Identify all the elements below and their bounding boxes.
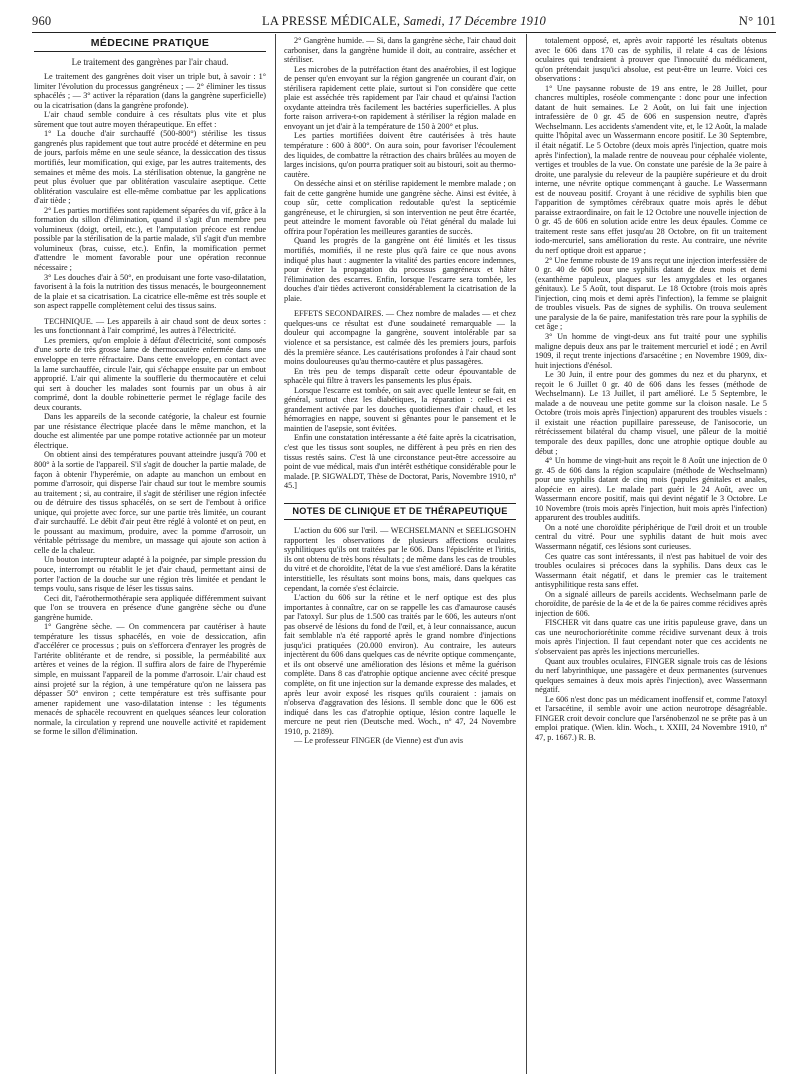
paragraph: En très peu de temps disparaît cette odeur épouvantable de sphacèle qui filtre à travers les pansements les plus épais.: [284, 366, 516, 386]
header-rule: [32, 32, 776, 33]
paragraph: 1° Gangrène sèche. — On commencera par cautériser à haute température les tissus sphacélés, en voie de dessiccation, afin d'accélérer ce processus ; puis on s'efforcera d'enrayer les progrès de l'artérite oblitérante et de rendre, si possible, la perméabilité aux artères et veines de la région. Il suffira alors de faire de l'hyperémie simple, en muissant l'appareil de la pomme d'arrosoir. L'air chaud est ainsi projeté sur la région, à une température qu'on ne laissera pas dépasser 50° environ ; cette température est très suffisante pour amener rapidement une vaso-dilatation intense : les téguments menacés de sphacèle recouvrent en quelques séances leur coloration normale, la circulation y reprend une nouvelle activité et rapidement se forme le sillon d'élimination.: [34, 622, 266, 737]
paragraph: Les microbes de la putréfaction étant des anaérobies, il est logique de penser qu'en envoyant sur la région gangrenée un courant d'air, on stérilisera rapidement cette plaie, surtout si l'on considère que cette plaie est asséchée très rapidement par l'air chaud et qu'ainsi l'action oxydante atteindra très facilement les bactéries superficielles. A plus forte raison arrivera-t-on rapidement à stériliser la région malade en envoyant un jet d'air à la température de 150 à 200° et plus.: [284, 64, 516, 131]
page-header: [32, 14, 776, 30]
paragraph: 1° Une paysanne robuste de 19 ans entre, le 28 Juillet, pour chancres multiples, roséole commençante : donc pour une infection datant de huit semaines. Le 2 Août, on lui fait une injection intrafessière de 0 gr. 45 de 606 en suspension neutre, d'après Wechselmann. Les accidents s'amendent vite, et, le 12 Août, la malade quitte l'hôpital avec un Wassermann encore positif. Le 30 Septembre, il était négatif. Le 5 Octobre (deux mois après l'injection, quatre mois après l'infection), la malade rentre de nouveau pour céphalée violente, vertiges et troubles de la vue. On constate une parésie de la 3e paire à droite, une paralysie du releveur de la paupière supérieure et du droit interne, une névrite optique commençant à gauche. Le Wassermann est de nouveau positif. Croyant à une récidive de syphilis bien que l'apparition de symptômes cérébraux quatre mois après le début paraisse extraordinaire, on fait le 12 Octobre une nouvelle injection de 0 gr. 45 de 606 en solution acide entre les deux épaules. Comme ce traitement reste sans effet jusqu'au 28 Octobre, on fit un traitement iodo-mercuriel, sans amélioration du reste. Au contraire, une névrite du nerf optique droit est apparue ;: [535, 83, 767, 256]
paragraph: Quand les progrès de la gangrène ont été limités et les tissus mortifiés, momifiés, il ne reste plus qu'à faire ce que nous avons indiqué plus haut : augmenter la vitalité des parties encore indemnes, pour éviter la propagation du processus gangréneux et hâter l'élimination des escarres. Enfin, lorsque l'escarre sera tombée, les douches d'air tièdes activeront considérablement la cicatrisation de la plaie.: [284, 236, 516, 303]
section-title-medecine-pratique: MÉDECINE PRATIQUE: [90, 37, 210, 49]
paragraph: Un bouton interrupteur adapté à la poignée, par simple pression du pouce, interrompt ou rétablit le jet d'air chaud, permettant ainsi de porter l'action de la douche sur une région très limitée et pendant le temps voulu, sans risque de léser les tissus sains.: [34, 555, 266, 594]
paragraph: Ces quatre cas sont intéressants, il n'est pas habituel de voir des troubles oculaires si précoces dans la syphilis. Dans deux cas le Wassermann était négatif, et dans le premier cas le traitement antisyphilitique resta sans effet.: [535, 551, 767, 590]
paragraph: On a signalé ailleurs de pareils accidents. Wechselmann parle de choroïdite, de parésie de la 4e et de la 6e paires comme récidives après injection de 606.: [535, 589, 767, 618]
paragraph: Le traitement des gangrènes doit viser un triple but, à savoir : 1° limiter l'évolution du processus gangréneux ; — 2° éliminer les tissus sphacélés ; — 3° activer la réparation (dans la gangrène superficielle) ou la cicatrisation (dans la gangrène profonde).: [34, 72, 266, 110]
issue-date: Samedi, 17 Décembre 1910: [403, 14, 546, 28]
journal-heading: [32, 14, 776, 29]
paragraph: 3° Les douches d'air à 50°, en produisant une forte vaso-dilatation, favorisent à la fois la nutrition des tissus menacés, le bourgeonnement de la plaie et sa cicatrisation. La cicatrice elle-même est très souple et son aspect rappelle complètement celui des tissus sains.: [34, 272, 266, 311]
paragraph: totalement opposé, et, après avoir rapporté les résultats obtenus avec le 606 dans 170 cas de syphilis, il relate 4 cas de lésions oculaires qui tendraient à prouver que l'innocuité du médicament, qu'on prétendait jusqu'ici absolue, est peut-être un leurre. Voici ces observations :: [535, 36, 767, 84]
section-title-notes-de-clinique: NOTES DE CLINIQUE ET DE THÉRAPEUTIQUE: [284, 503, 516, 521]
paragraph: On desséche ainsi et on stérilise rapidement le membre malade ; on fait de cette gangrène humide une gangrène sèche. Ainsi est évitée, à coup sûr, cette complication redoutable qu'est la septicémie gangréneuse, et le chirurgien, si son intervention ne peut être écartée, peut atteindre le moment favorable où l'état général du malade lui offrira pour l'opération les meilleures garanties de succès.: [284, 179, 516, 236]
paragraph: L'air chaud semble conduire à ces résultats plus vite et plus sûrement que tout autre moyen thérapeutique. En effet :: [34, 110, 266, 129]
paragraph: 4° Un homme de vingt-huit ans reçoit le 8 Août une injection de 0 gr. 45 de 606 dans la région scapulaire (méthode de Wechselmann) pour une syphilis datant de cinq mois (papules génitales et anales, alopécie en aires). Le malade part guéri le 24 Août, avec un Wassermann encore positif, mais qui devint négatif le 3 Octobre. Le 10 Novembre (trois mois après l'injection, huit mois après l'infection) apparurent des troubles auditifs.: [535, 456, 767, 523]
paragraph: Lorsque l'escarre est tombée, on sait avec quelle lenteur se fait, en général, surtout chez les diabétiques, la réparation : celle-ci est grandement activée par les douches quotidiennes d'air chaud, et les hémorragies en nappe, souvent si gênantes pour le pansement et le maintien de l'asepsie, sont évitées.: [284, 385, 516, 433]
paragraph: 1° La douche d'air surchauffé (500-800°) stérilise les tissus gangrenés plus rapidement que tout autre procédé et détermine en peu de jours, parfois même en une seule séance, la dessiccation des tissus mortifiés, leur momification, qui exige, par les autres traitements, des semaines et même des mois. La stérilisation obtenue, la gangrène ne peut plus évoluer que par oblitération vasculaire aseptique. Cette oblitération vasculaire est elle-même combattue par les applications d'air tiède ;: [34, 129, 266, 206]
column-1: [34, 36, 266, 1076]
column-divider-1: [275, 34, 276, 1074]
article-title: Le traitement des gangrènes par l'air chaud.: [71, 56, 229, 67]
issue-number: N° 101: [738, 14, 776, 28]
paragraph: On a noté une choroïdite périphérique de l'œil droit et un trouble central du vitré. Pour une syphilis datant de huit mois avec Wassermann négatif, ces lésions sont curieuses.: [535, 522, 767, 551]
paragraph: 2° Gangrène humide. — Si, dans la gangrène sèche, l'air chaud doit carboniser, dans la gangrène humide il doit, au contraire, assécher et stériliser.: [284, 36, 516, 65]
paragraph: On obtient ainsi des températures pouvant atteindre jusqu'à 700 et 800° à la sortie de l'appareil. S'il s'agit de doucher la partie malade, de façon à obtenir l'hyperémie, on adapte au manchon un embout en pomme d'arrosoir, qui disperse l'air chaud sur tout le membre soumis au traitement ; si, au contraire, il s'agit de stériliser une région infectée ou de détruire des tissus sphacélés, on se sert de l'embout à orifice unique, qui projette avec force, sur une partie très limitée, un courant d'air surchauffé. Le débit d'air peut être réglé à volonté et on peut, en le poussant au maximum, produire, avec la pomme d'arrosoir, un véritable pétrissage du membre, un massage qui ajoute son action à celle de la chaleur.: [34, 450, 266, 555]
paragraph: TECHNIQUE. — Les appareils à air chaud sont de deux sortes : les uns fonctionnant à l'air comprimé, les autres à l'électricité.: [34, 316, 266, 336]
paragraph: — Le professeur FINGER (de Vienne) est d'un avis: [294, 736, 464, 746]
paragraph: FISCHER vit dans quatre cas une iritis papuleuse grave, dans un cas une neurochoriorétinite comme récidive survenant deux à trois mois après l'injection. Il faut cependant noter que ces accidents ne s'observaient pas après les injections mercurielles.: [535, 618, 767, 656]
paragraph: L'action du 606 sur la rétine et le nerf optique est des plus importantes à connaître, car on se rappelle les cas d'amaurose causés par l'atoxyl. Sur plus de 1.500 cas traités par le 606, les auteurs n'ont pas observé de lésions du fond de l'œil, et, à leur connaissance, aucun fait semblable n'a été rapporté après le grand nombre d'injections jusqu'ici pratiquées (20.000 environ). Au contraire, les auteurs injectèrent du 606 dans quelques cas de névrite optique commençante, et ils ont observé une amélioration des lésions et même la guérison complète. Dans 8 cas d'atrophie optique ancienne avec cécité presque complète, on fit une injection sur la demande expresse des malades, et après leur avoir exposé les risques qu'ils couraient : jamais on n'observa d'aggravation des lésions. Il semble donc que le 606 est indiqué dans les cas d'atrophie optique, lésion contre laquelle le mercure ne peut rien (Deutsche med. Woch., nº 47, 24 Novembre 1910, p. 2189).: [284, 593, 516, 736]
page-number: 960: [32, 14, 52, 28]
paragraph: L'action du 606 sur l'œil. — WECHSELMANN et SEELIGSOHN rapportent les observations de plusieurs affections oculaires syphilitiques qu'ils ont traitées par le 606. Dans l'épisclérite et l'iritis, ils ont obtenu de très bons résultats ; de même dans les cas de troubles du vitré et de choroïdite, l'état de la vue s'est amélioré. Dans la kératite interstitielle, les résultats sont moins bons, mais, dans quelques cas cependant, la cornée s'est éclaircie.: [284, 526, 516, 593]
paragraph: Les parties mortifiées doivent être cautérisées à très haute température : 600 à 800°. On aura soin, pour favoriser l'écoulement des liquides, de combattre la rétraction des chairs brûlées au moyen de larges incisions, qu'on pourra pratiquer soit au bistouri, soit au thermo-cautère.: [284, 131, 516, 179]
paragraph: Quant aux troubles oculaires, FINGER signale trois cas de lésions du nerf labyrinthique, une passagère et deux permanentes (survenues quelques semaines à deux mois après l'injection), avec Wassermann négatif.: [535, 656, 767, 695]
paragraph: Ceci dit, l'aérothermothérapie sera appliquée différemment suivant que l'on se trouvera en présence d'une gangrène sèche ou d'une gangrène humide.: [34, 593, 266, 622]
paragraph: Les premiers, qu'on emploie à défaut d'électricité, sont composés d'une sorte de très grosse lame de thermocautère enfermée dans une enveloppe en terre réfractaire. Dans cette enveloppe, en contact avec la lame surchauffée, circule l'air, qui s'échappe ensuite par un embout approprié. L'air qui alimente la soufflerie du thermocautère et celui qui sert à doucher les malades sont fournis par un obus à air comprimé, dont la double robinetterie permet le réglage facile des deux courants.: [34, 335, 266, 412]
paragraph: 2° Une femme robuste de 19 ans reçut une injection interfessière de 0 gr. 40 de 606 pour une syphilis datant de deux mois et demi (exanthème papuleux, plaques sur les amygdales et les organes génitaux). Le 5 Août, tout disparut. Le 18 Octobre (trois mois après l'injection, cinq mois et demi après l'infection), la femme se plaignit de troubles visuels. Pas de signes de syphilis. On trouva seulement une paralysie de la 6e paire, manifestation très rare pour la syphilis de cet âge ;: [535, 255, 767, 332]
paragraph: Le 606 n'est donc pas un médicament inoffensif et, comme l'atoxyl et l'arsacétine, il semble avoir une action neurotrope désagréable. FINGER croit devoir conclure que l'arsénobenzol ne se prête pas à un emploi pratique. (Wien. klin. Woch., t. XXIII, 24 Novembre 1910, nº 47, p. 1667.) R. B.: [535, 694, 767, 742]
paragraph: 3° Un homme de vingt-deux ans fut traité pour une syphilis maligne depuis deux ans par le traitement mercuriel et iodé ; en Avril 1909, il reçut trente injections d'arsacétine ; en Novembre 1909, dix-huit injections d'énésol.: [535, 331, 767, 370]
journal-title: LA PRESSE MÉDICALE,: [261, 14, 401, 28]
paragraph: Dans les appareils de la seconde catégorie, la chaleur est fournie par une résistance électrique placée dans le même manchon, et la douche est alimentée par une pompe rotative actionnée par un moteur électrique.: [34, 412, 266, 450]
paragraph: Enfin une constatation intéressante a été faite après la cicatrisation, c'est que les tissus sont souples, ne diffèrent à peu près en rien des tissus restés sains. C'est là une circonstance peut-être accessoire au point de vue médical, mais d'un intérêt esthétique considérable pour le malade. [P. SIGWALDT, Thèse de Doctorat, Paris, Novembre 1910, nº 45.]: [284, 433, 516, 491]
column-2: [284, 36, 516, 1076]
column-divider-2: [526, 34, 527, 1074]
paragraph: 2° Les parties mortifiées sont rapidement séparées du vif, grâce à la formation du sillon d'élimination, quand il s'agit d'un membre peu volumineux (doigt, orteil, etc.), et l'amputation précoce est rendue possible par la stérilisation de la partie malade, s'il s'agit d'un membre volumineux (bras, cuisse, etc.). Enfin, la momification permet d'attendre le moment favorable pour une opération reconnue nécessaire ;: [34, 205, 266, 273]
paragraph: Le 30 Juin, il entre pour des gommes du nez et du pharynx, et reçoit le 6 Juillet 0 gr. 40 de 606 dans les fesses (méthode de Wechselmann). Le 13 Juillet, il part amélioré. Le 5 Septembre, le malade a de nouveau une petite gomme sur la cloison nasale. Le 5 Octobre (trois mois après l'injection) apparurent des troubles visuels : il existait une réaction pupillaire paresseuse, de l'anisocorie, un rétrécissement bilatéral du champ visuel, une pâleur de la moitié temporale des deux papilles, donc une atrophie optique double au début ;: [535, 370, 767, 456]
column-3: [535, 36, 767, 1076]
paragraph: EFFETS SECONDAIRES. — Chez nombre de malades — et chez quelques-uns ce résultat est d'une soudaineté remarquable — la douleur qui accompagne la gangrène, souvent intolérable par sa violence et sa persistance, est calmée dès les premiers jours, parfois dès la première séance. Les cautérisations profondes à l'air chaud sont moins douloureuses qu'au thermo-cautère et plus passagères.: [284, 309, 516, 367]
section-rule: [34, 51, 266, 52]
